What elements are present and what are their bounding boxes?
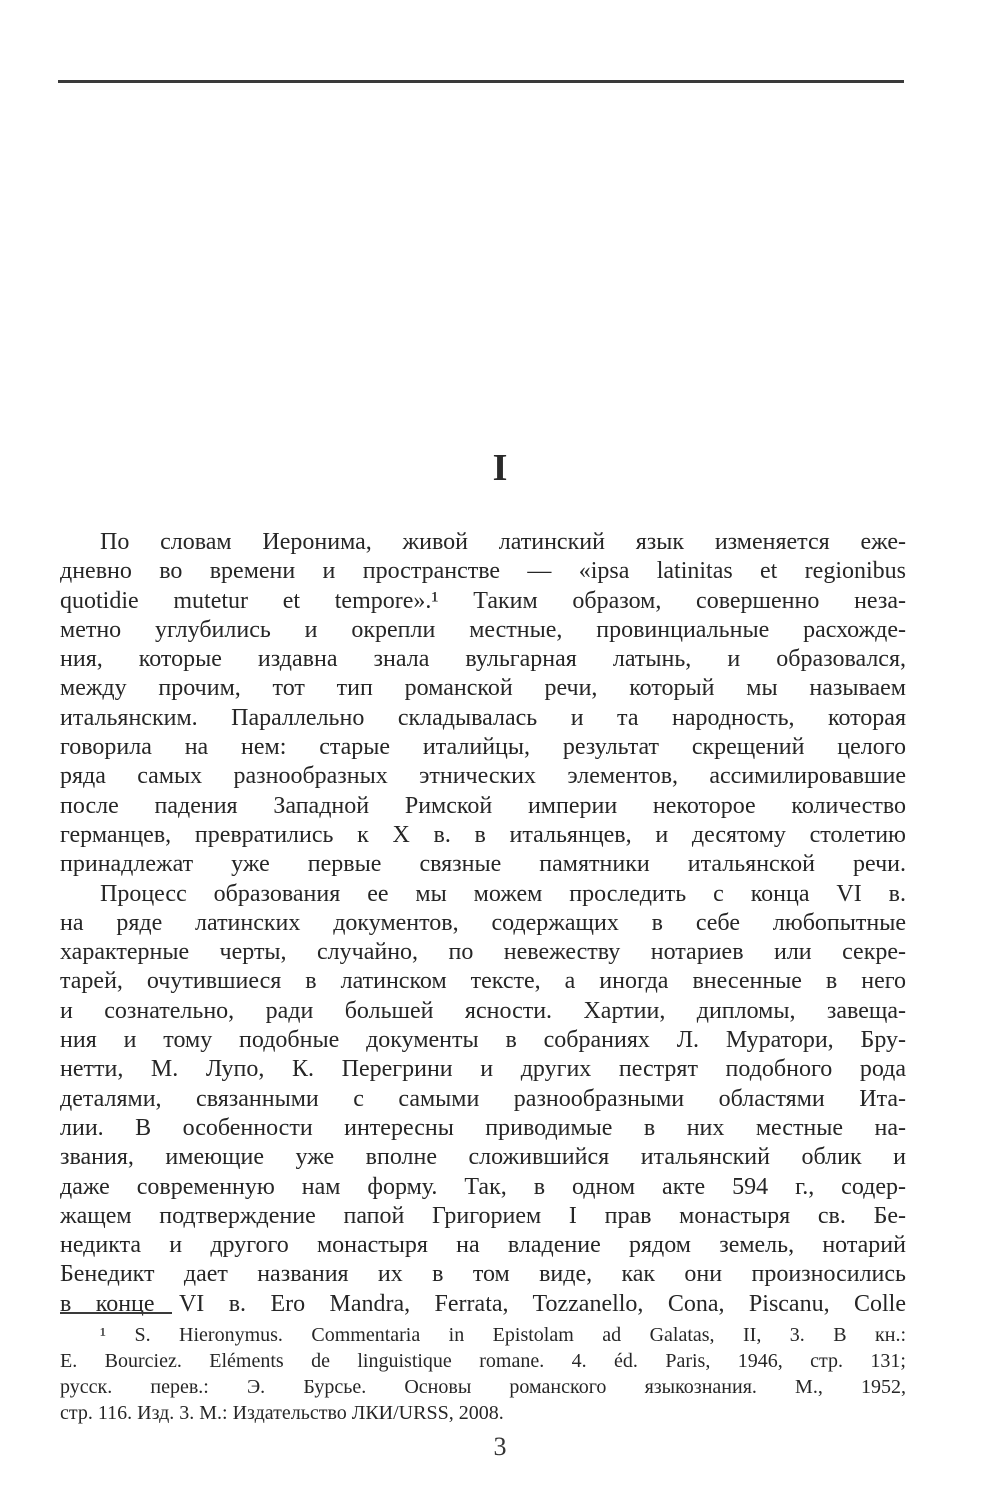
body-line: лии. В особенности интересны приводимые в них местные на-: [60, 1114, 906, 1141]
body-line: германцев, превратились к X в. в итальянцев, и десятому столетию: [60, 821, 906, 848]
body-line: нетти, М. Лупо, К. Перегрини и других пестрят подобного рода: [60, 1056, 906, 1083]
body-line: на ряде латинских документов, содержащих в себе любопытные: [60, 909, 906, 936]
body-line: жащем подтверждение папой Григорием I прав монастыря св. Бе-: [60, 1202, 906, 1229]
body-line: Бенедикт дает названия их в том виде, как они произносились: [60, 1261, 906, 1288]
body-line: характерные черты, случайно, по невежеству нотариев или секре-: [60, 939, 906, 966]
body-line: принадлежат уже первые связные памятники итальянской речи.: [60, 851, 906, 878]
body-line: дневно во времени и пространстве — «ipsa latinitas et regionibus: [60, 558, 906, 585]
footnote: [60, 1322, 906, 1426]
footnote-rule: [60, 1312, 172, 1314]
body-line: после падения Западной Римской империи некоторое количество: [60, 792, 906, 819]
body-line: деталями, связанными с самыми разнообразными областями Ита-: [60, 1085, 906, 1112]
page-number: 3: [493, 1432, 507, 1461]
body-line: метно углубились и окрепли местные, провинциальные расхожде-: [60, 616, 906, 643]
footnote-line: E. Bourciez. Eléments de linguistique romane. 4. éd. Paris, 1946, стр. 131;: [60, 1350, 906, 1372]
body-line: ния и тому подобные документы в собраниях Л. Муратори, Бру-: [60, 1027, 906, 1054]
body-line: По словам Иеронима, живой латинский язык изменяется еже-: [100, 529, 906, 555]
body-line: в конце VI в. Ero Mandra, Ferrata, Tozzanello, Cona, Piscanu, Colle: [60, 1290, 906, 1317]
body-line: между прочим, тот тип романской речи, который мы называем: [60, 675, 906, 702]
body-text: [60, 528, 906, 1319]
body-line: ряда самых разнообразных этнических элементов, ассимилировавшие: [60, 763, 906, 790]
body-line: звания, имеющие уже вполне сложившийся итальянский облик и: [60, 1144, 906, 1171]
footnote-line: стр. 116. Изд. 3. М.: Издательство ЛКИ/URSS, 2008.: [60, 1402, 504, 1424]
body-line: тарей, очутившиеся в латинском тексте, а иногда внесенные в него: [60, 968, 906, 995]
body-line: даже современную нам форму. Так, в одном акте 594 г., содер-: [60, 1173, 906, 1200]
footnote-line: русск. перев.: Э. Бурсье. Основы романского языкознания. М., 1952,: [60, 1376, 906, 1398]
body-line: quotidie mutetur et tempore».¹ Таким образом, совершенно неза-: [60, 587, 906, 614]
body-line: итальянским. Параллельно складывалась и та народность, которая: [60, 704, 906, 731]
footnote-line: ¹ S. Hieronymus. Commentaria in Epistolam ad Galatas, II, 3. В кн.:: [100, 1324, 906, 1346]
body-line: говорила на нем: старые италийцы, результат скрещений целого: [60, 734, 906, 761]
body-line: и сознательно, ради большей ясности. Хартии, дипломы, завеща-: [60, 997, 906, 1024]
header-rule: [58, 80, 904, 83]
body-line: Процесс образования ее мы можем проследить с конца VI в.: [100, 880, 906, 907]
chapter-number: I: [492, 447, 508, 489]
body-line: ния, которые издавна знала вульгарная латынь, и образовался,: [60, 646, 906, 673]
body-line: недикта и другого монастыря на владение рядом земель, нотарий: [60, 1232, 906, 1259]
